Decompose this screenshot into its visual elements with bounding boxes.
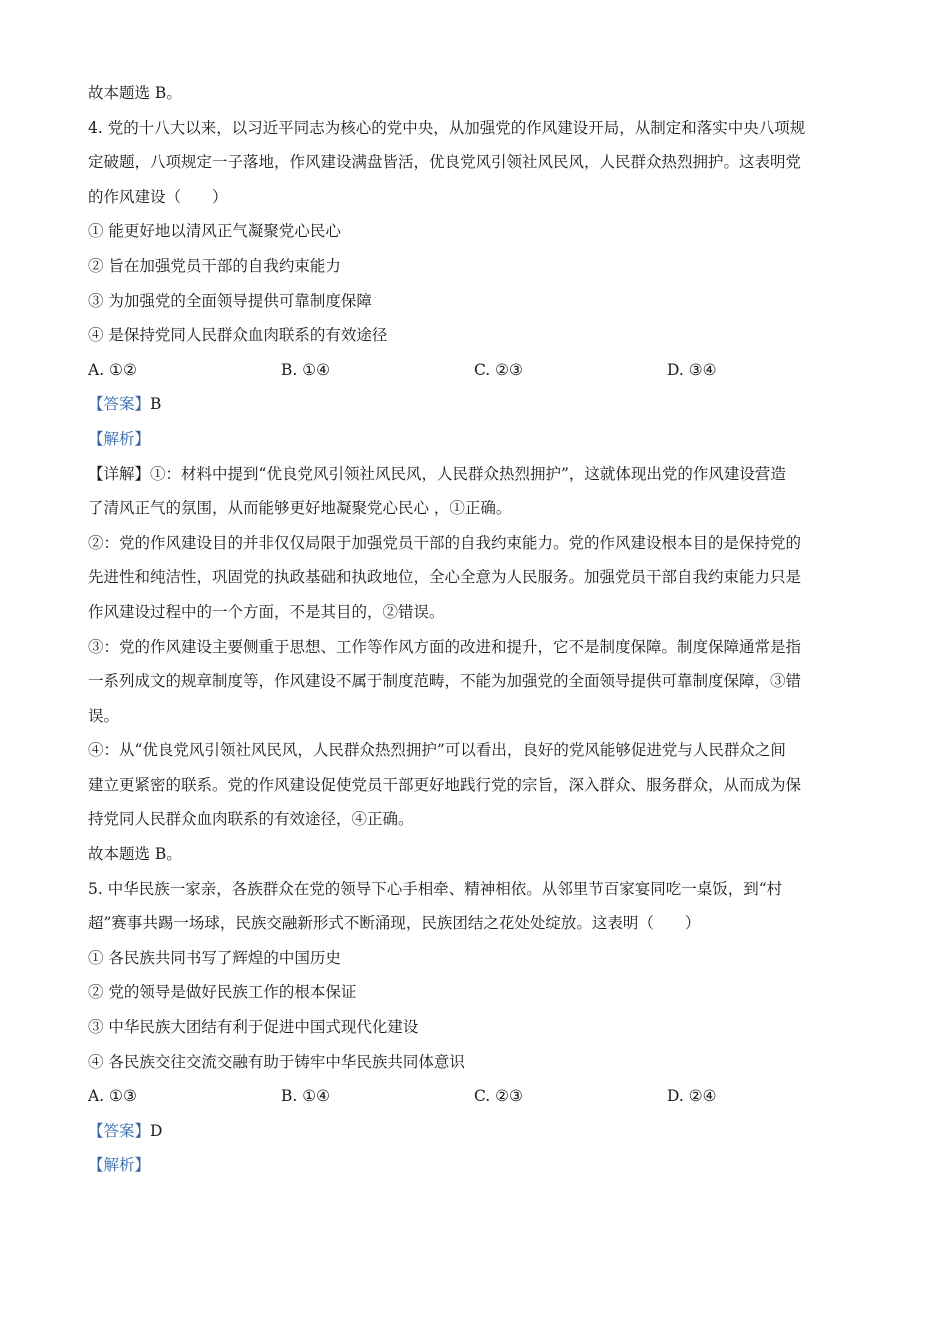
q4-detail-line-9: ④：从“优良党风引领社风民风，人民群众热烈拥护”可以看出，良好的党风能够促进党与人民群众之间: [88, 741, 786, 760]
analysis-tag: 【解析】: [88, 1156, 151, 1175]
q4-statement-1: ① 能更好地以清风正气凝聚党心民心: [88, 222, 341, 241]
q4-detail-line-10: 建立更紧密的联系。党的作风建设促使党员干部更好地践行党的宗旨，深入群众、服务群众，从而成为保: [88, 775, 802, 794]
q5-option-b: B. ①④: [281, 1087, 331, 1106]
q5-statement-2: ② 党的领导是做好民族工作的根本保证: [88, 983, 357, 1002]
q5-option-a: A. ①③: [88, 1087, 137, 1106]
q4-stem-line-2: 定破题，八项规定一子落地，作风建设满盘皆活，优良党风引领社风民风，人民群众热烈拥护。这表明党: [88, 153, 802, 172]
q4-options: [88, 353, 860, 388]
q5-answer: [88, 1114, 860, 1149]
q5-statement-1: ① 各民族共同书写了辉煌的中国历史: [88, 948, 341, 967]
answer-tag: 【答案】: [88, 395, 151, 414]
q4-option-d: D. ③④: [667, 360, 717, 379]
q4-statement-4: ④ 是保持党同人民群众血肉联系的有效途径: [88, 326, 388, 345]
q4-stem-line-3: 的作风建设（ ）: [88, 187, 228, 206]
q5-stem-line-2: 超”赛事共踢一场球，民族交融新形式不断涌现，民族团结之花处处绽放。这表明（ ）: [88, 914, 701, 933]
q4-statement-3: ③ 为加强党的全面领导提供可靠制度保障: [88, 291, 372, 310]
document-page: [88, 76, 860, 1183]
analysis-tag: 【解析】: [88, 429, 151, 448]
q4-detail-line-5: 作风建设过程中的一个方面，不是其目的，②错误。: [88, 602, 445, 621]
q3-conclusion: 故本题选 B。: [88, 84, 182, 102]
q4-option-a: A. ①②: [88, 360, 137, 379]
q4-detail-text-1: ①：材料中提到“优良党风引领社风民风，人民群众热烈拥护”，这就体现出党的作风建设营造: [150, 464, 786, 483]
q5-statement-4: ④ 各民族交往交流交融有助于铸牢中华民族共同体意识: [88, 1052, 465, 1071]
q5-stem-line-1: 5. 中华民族一家亲，各族群众在党的领导下心手相牵、精神相依。从邻里节百家宴同吃一桌饭，到“村: [88, 879, 783, 898]
q5-option-d: D. ②④: [667, 1087, 717, 1106]
q4-option-c: C. ②③: [474, 360, 523, 379]
q4-stem-line-1: 4. 党的十八大以来，以习近平同志为核心的党中央，从加强党的作风建设开局，从制定和落实中央八项规: [88, 118, 806, 137]
q4-detail-line-3: ②：党的作风建设目的并非仅仅局限于加强党员干部的自我约束能力。党的作风建设根本目的是保持党的: [88, 533, 802, 552]
q4-detail-line-8: 误。: [88, 706, 120, 725]
q5-analysis-heading: [88, 1148, 860, 1183]
q4-statement-2: ② 旨在加强党员干部的自我约束能力: [88, 256, 341, 275]
q5-statement-3: ③ 中华民族大团结有利于促进中国式现代化建设: [88, 1018, 419, 1037]
q4-detail-line-6: ③：党的作风建设主要侧重于思想、工作等作风方面的改进和提升，它不是制度保障。制度保障通常是指: [88, 637, 802, 656]
answer-tag: 【答案】: [88, 1121, 151, 1140]
q4-detail-line-1: [88, 457, 860, 492]
q4-detail-line-7: 一系列成文的规章制度等，作风建设不属于制度范畴，不能为加强党的全面领导提供可靠制度保障，③错: [88, 672, 802, 691]
q5-answer-value: D: [150, 1121, 163, 1140]
q4-answer: [88, 387, 860, 422]
q4-detail-line-4: 先进性和纯洁性，巩固党的执政基础和执政地位，全心全意为人民服务。加强党员干部自我约束能力只是: [88, 568, 802, 587]
q5-options: [88, 1079, 860, 1114]
q4-option-b: B. ①④: [281, 360, 331, 379]
q4-detail-line-11: 持党同人民群众血肉联系的有效途径，④正确。: [88, 810, 414, 829]
detail-tag: 【详解】: [88, 464, 151, 483]
q5-option-c: C. ②③: [474, 1087, 523, 1106]
q4-detail-line-2: 了清风正气的氛围，从而能够更好地凝聚党心民心 ，①正确。: [88, 499, 512, 518]
q4-conclusion: 故本题选 B。: [88, 845, 182, 864]
q4-analysis-heading: [88, 422, 860, 457]
q4-answer-value: B: [150, 395, 162, 414]
